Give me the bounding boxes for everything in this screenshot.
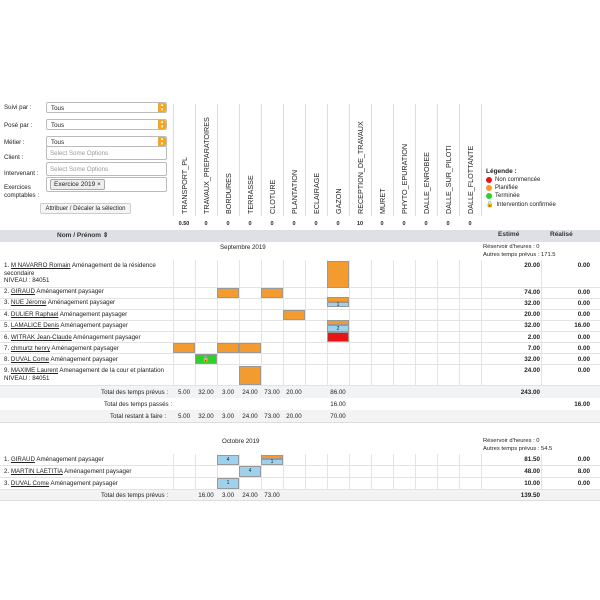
estime-value: 20.00 (524, 311, 540, 318)
column-count: 0 (446, 221, 450, 227)
task-block-planifiee[interactable] (173, 343, 195, 353)
intervenant-placeholder: Select Some Options (50, 166, 109, 173)
total-cell: 73.00 (264, 492, 280, 499)
exercice-tag-label: Exercice 2019 (54, 181, 96, 188)
column-header[interactable] (415, 104, 438, 216)
column-header-label: CLOTURE (268, 179, 277, 214)
table-row (0, 320, 600, 321)
column-header[interactable] (437, 104, 460, 216)
column-header-label: DALLE_ENROBEE (422, 152, 431, 214)
employee-link[interactable]: MARTIN LAETITIA (10, 468, 63, 475)
realise-column-header: Réalisé (550, 231, 573, 238)
employee-role: Aménagement de la résidence (70, 262, 156, 269)
list-item: 9. MAXIME Laurent Amenagement de la cour et plantation NIVEAU : 84051 (4, 367, 164, 382)
list-item: 1. GIRAUD Aménagement paysager (4, 456, 104, 463)
employee-role: Aménagement paysager (34, 288, 104, 295)
realise-value: 0.00 (577, 480, 590, 487)
exercice-tag (50, 179, 105, 190)
total-cell: 86.00 (330, 389, 346, 396)
column-count: 0 (204, 221, 208, 227)
column-header[interactable] (261, 104, 284, 216)
reservoir-octobre: Réservoir d'heures : 0 (483, 438, 540, 444)
task-block-confirmee[interactable] (261, 459, 283, 465)
task-block-planifiee[interactable] (327, 261, 349, 288)
column-count: 10 (356, 221, 364, 227)
table-row (0, 342, 600, 343)
green-dot-icon (486, 193, 492, 199)
total-cell: 3.00 (221, 492, 235, 499)
legend-item-terminee: Terminée (495, 193, 520, 199)
estime-column-header: Estimé (498, 231, 520, 238)
estime-value: 32.00 (524, 300, 540, 307)
table-row (0, 477, 600, 478)
employee-role: Aménagement paysager (50, 345, 119, 352)
column-header-label: PLANTATION (290, 169, 299, 214)
realise-value: 0.00 (577, 456, 590, 463)
list-item: 2. GIRAUD Aménagement paysager (4, 288, 104, 295)
totals-prevus-label: Total des temps prévus : (101, 389, 169, 396)
client-placeholder: Select Some Options (50, 150, 109, 157)
employee-link[interactable]: DUVAL Come (10, 480, 50, 487)
realise-value: 8.00 (577, 468, 590, 475)
suivi-select[interactable] (46, 102, 167, 113)
list-item: 6. WITRAK Jean-Claude Aménagement paysager (4, 334, 141, 341)
lock-icon: 🔒 (486, 202, 494, 208)
name-column-header[interactable] (57, 231, 108, 239)
total-cell: 3.00 (221, 389, 235, 396)
reservoir-septembre: Réservoir d'heures : 0 (483, 244, 540, 250)
name-header-label: Nom / Prénom (57, 232, 102, 239)
task-block-confirmee[interactable] (217, 478, 239, 489)
total-cell: 3.00 (221, 413, 235, 420)
column-header[interactable] (239, 104, 262, 216)
column-header[interactable] (349, 104, 372, 216)
column-count: 0 (292, 221, 296, 227)
column-header-label: PHYTO_EPURATION (400, 143, 409, 214)
column-header-label: DALLE_SUR_PILOTI (444, 145, 453, 214)
column-header-label: ECLAIRAGE (312, 172, 321, 214)
total-cell: 32.00 (198, 413, 214, 420)
employee-role: Aménagement paysager (34, 456, 104, 463)
column-header-label: TRANSPORT_PL (180, 157, 189, 214)
legend (486, 168, 556, 210)
task-block-confirmee[interactable] (217, 455, 239, 465)
table-row (0, 465, 600, 466)
task-block-terminee[interactable] (195, 354, 217, 364)
list-item: 8. DUVAL Come Aménagement paysager (4, 356, 118, 363)
employee-link[interactable]: WITRAK Jean-Claude (10, 334, 72, 341)
employee-role: Aménagement paysager (46, 299, 116, 306)
list-item: 1. M NAVARRO Romain Aménagement de la résidence secondaire NIVEAU : 84051 (4, 262, 156, 284)
exercices-label-1: Exercices (4, 184, 31, 191)
task-block-confirmee[interactable] (239, 466, 261, 477)
estime-value: 48.00 (524, 468, 540, 475)
cell-count: 1 (270, 459, 274, 465)
estime-value: 7.00 (527, 345, 540, 352)
realise-value: 0.00 (577, 300, 590, 307)
total-cell: 16.00 (198, 492, 214, 499)
pose-label: Posé par : (4, 122, 33, 129)
employee-role: Aménagement paysager (49, 356, 118, 363)
realise-value: 0.00 (577, 367, 590, 374)
total-cell: 73.00 (264, 413, 280, 420)
employee-link[interactable]: NUE Jérome (10, 299, 47, 306)
column-header[interactable] (305, 104, 328, 216)
chevron-updown-icon: ▴ ▾ (158, 120, 166, 129)
orange-dot-icon (486, 185, 492, 191)
column-count: 0 (380, 221, 384, 227)
totals-prevus-label: Total des temps prévus : (101, 492, 169, 499)
employee-role: Amenagement de la cour et plantation (58, 367, 164, 374)
task-block-planifiee[interactable] (239, 343, 261, 353)
total-cell: 5.00 (177, 389, 191, 396)
employee-role: Aménagement paysager (62, 468, 132, 475)
pose-value: Tous (51, 122, 65, 129)
intervenant-multiselect[interactable] (46, 162, 167, 176)
estime-value: 20.00 (524, 262, 540, 269)
column-count: 0 (270, 221, 274, 227)
column-header[interactable] (393, 104, 416, 216)
total-estime: 139.50 (520, 492, 540, 499)
task-block-planifiee[interactable] (239, 366, 261, 385)
suivi-value: Tous (51, 105, 65, 112)
totals-passes-label: Total des temps passés : (104, 401, 173, 408)
intervenant-label: Intervenant : (4, 170, 39, 177)
column-header[interactable] (173, 104, 196, 216)
suivi-label: Suivi par : (4, 104, 32, 111)
employee-link[interactable]: MAXIME Laurent (10, 367, 59, 374)
exercices-label-2: comptables : (4, 192, 40, 199)
column-header[interactable] (459, 104, 482, 216)
chevron-updown-icon: ▴ ▾ (158, 137, 166, 146)
red-dot-icon (486, 177, 492, 183)
legend-item-planifiee: Planifiée (495, 185, 519, 191)
employee-link[interactable]: GIRAUD (10, 288, 35, 295)
autres-septembre: Autres temps prévus : 171.5 (483, 252, 556, 258)
total-cell: 20.00 (286, 413, 302, 420)
realise-value: 0.00 (577, 356, 590, 363)
total-cell: 5.00 (177, 413, 191, 420)
totals-restant-label: Total restant à faire : (110, 413, 167, 420)
list-item: 2. MARTIN LAETITIA Aménagement paysager (4, 468, 132, 475)
niveau-line: NIVEAU : 84051 (4, 277, 50, 284)
column-count: 0 (402, 221, 406, 227)
list-item: 3. DUVAL Come Aménagement paysager (4, 480, 118, 487)
project-line: secondaire (4, 269, 35, 277)
sort-icon: ⇕ (102, 232, 109, 239)
task-block-planifiee[interactable] (217, 288, 239, 298)
table-row (0, 364, 600, 365)
column-header-label: BORDURES (224, 173, 233, 214)
list-item: 4. DULIER Raphael Aménagement paysager (4, 311, 128, 318)
column-header-label: RECEPTION_DE_TRAVAUX (356, 121, 365, 214)
list-item: 3. NUE Jérome Aménagement paysager (4, 299, 116, 306)
employee-link[interactable]: DULIER Raphael (10, 311, 59, 318)
column-header[interactable] (217, 104, 240, 216)
total-cell: 16.00 (330, 401, 346, 408)
column-count: 0 (468, 221, 472, 227)
task-block-planifiee[interactable] (261, 288, 283, 298)
close-icon[interactable]: × (97, 181, 101, 188)
total-cell: 24.00 (242, 389, 258, 396)
column-header-label: TRAVAUX_PREPARATOIRES (202, 117, 211, 214)
employee-link[interactable]: M NAVARRO Romain (10, 262, 71, 269)
task-block-non-commencee[interactable] (327, 332, 349, 342)
chevron-updown-icon: ▴ ▾ (158, 103, 166, 112)
legend-item-confirmee: Intervention confirmée (496, 201, 556, 208)
realise-value: 0.00 (577, 289, 590, 296)
estime-value: 32.00 (524, 322, 540, 329)
column-header[interactable] (371, 104, 394, 216)
column-count: 0 (314, 221, 318, 227)
pose-select[interactable] (46, 119, 167, 130)
column-header-label: DALLE_FLOTTANTE (466, 145, 475, 214)
niveau-line: NIVEAU : 84051 (4, 374, 50, 382)
employee-role: Aménagement paysager (58, 311, 128, 318)
employee-link[interactable]: LAMALICE Denis (10, 322, 60, 329)
employee-link[interactable]: chmurtz henry (10, 345, 51, 352)
estime-value: 24.00 (524, 367, 540, 374)
estime-value: 81.50 (524, 456, 540, 463)
list-item: 5. LAMALICE Denis Aménagement paysager (4, 322, 128, 329)
legend-title: Légende : (486, 168, 517, 175)
lock-icon: 🔒 (202, 357, 210, 363)
realise-value: 0.00 (577, 311, 590, 318)
column-header-label: MURET (378, 188, 387, 214)
employee-link[interactable]: GIRAUD (10, 456, 35, 463)
client-multiselect[interactable] (46, 146, 167, 160)
column-header[interactable] (283, 104, 306, 216)
month-title-septembre: Septembre 2019 (220, 244, 266, 251)
legend-item-non-commencee: Non commencée (495, 177, 541, 183)
employee-link[interactable]: DUVAL Come (10, 356, 50, 363)
estime-value: 32.00 (524, 356, 540, 363)
cell-count: 1 (226, 480, 230, 486)
metier-value: Tous (51, 139, 65, 146)
task-block-confirmee[interactable]: 1 (327, 302, 349, 307)
table-row (0, 353, 600, 354)
realise-value: 16.00 (574, 322, 590, 329)
column-count: 0 (226, 221, 230, 227)
column-header-label: TERRASSE (246, 175, 255, 214)
cell-count: 4 (226, 457, 230, 463)
exercices-multiselect[interactable] (46, 177, 167, 192)
realise-value: 0.00 (577, 345, 590, 352)
total-realise: 16.00 (574, 401, 590, 408)
employee-role: Aménagement paysager (49, 480, 118, 487)
realise-value: 0.00 (577, 334, 590, 341)
column-count: 0.50 (178, 221, 190, 227)
column-header[interactable] (195, 104, 218, 216)
total-cell: 24.00 (242, 413, 258, 420)
task-block-confirmee[interactable]: 2 (327, 325, 349, 332)
total-cell: 73.00 (264, 389, 280, 396)
table-row (0, 331, 600, 332)
column-count: 0 (336, 221, 340, 227)
list-item: 7. chmurtz henry Aménagement paysager (4, 345, 119, 352)
column-count: 0 (248, 221, 252, 227)
column-header-label: GAZON (334, 188, 343, 214)
autres-octobre: Autres temps prévus : 54.5 (483, 446, 553, 452)
task-block-planifiee[interactable] (217, 343, 239, 353)
total-cell: 70.00 (330, 413, 346, 420)
month-title-octobre: Octobre 2019 (222, 438, 260, 445)
attribuer-button[interactable]: Attribuer / Décaler la sélection (40, 203, 131, 214)
realise-value: 0.00 (577, 262, 590, 269)
total-estime: 243.00 (520, 389, 540, 396)
total-cell: 20.00 (286, 389, 302, 396)
total-cell: 32.00 (198, 389, 214, 396)
estime-value: 10.00 (524, 480, 540, 487)
cell-count: 4 (248, 468, 252, 474)
task-block-planifiee[interactable] (283, 310, 305, 320)
metier-label: Métier : (4, 139, 25, 146)
employee-role: Aménagement paysager (59, 322, 128, 329)
estime-value: 2.00 (527, 334, 540, 341)
client-label: Client : (4, 154, 24, 161)
total-cell: 24.00 (242, 492, 258, 499)
estime-value: 74.00 (524, 289, 540, 296)
employee-role: Aménagement paysager (71, 334, 141, 341)
column-count: 0 (424, 221, 428, 227)
column-header[interactable] (327, 104, 350, 216)
